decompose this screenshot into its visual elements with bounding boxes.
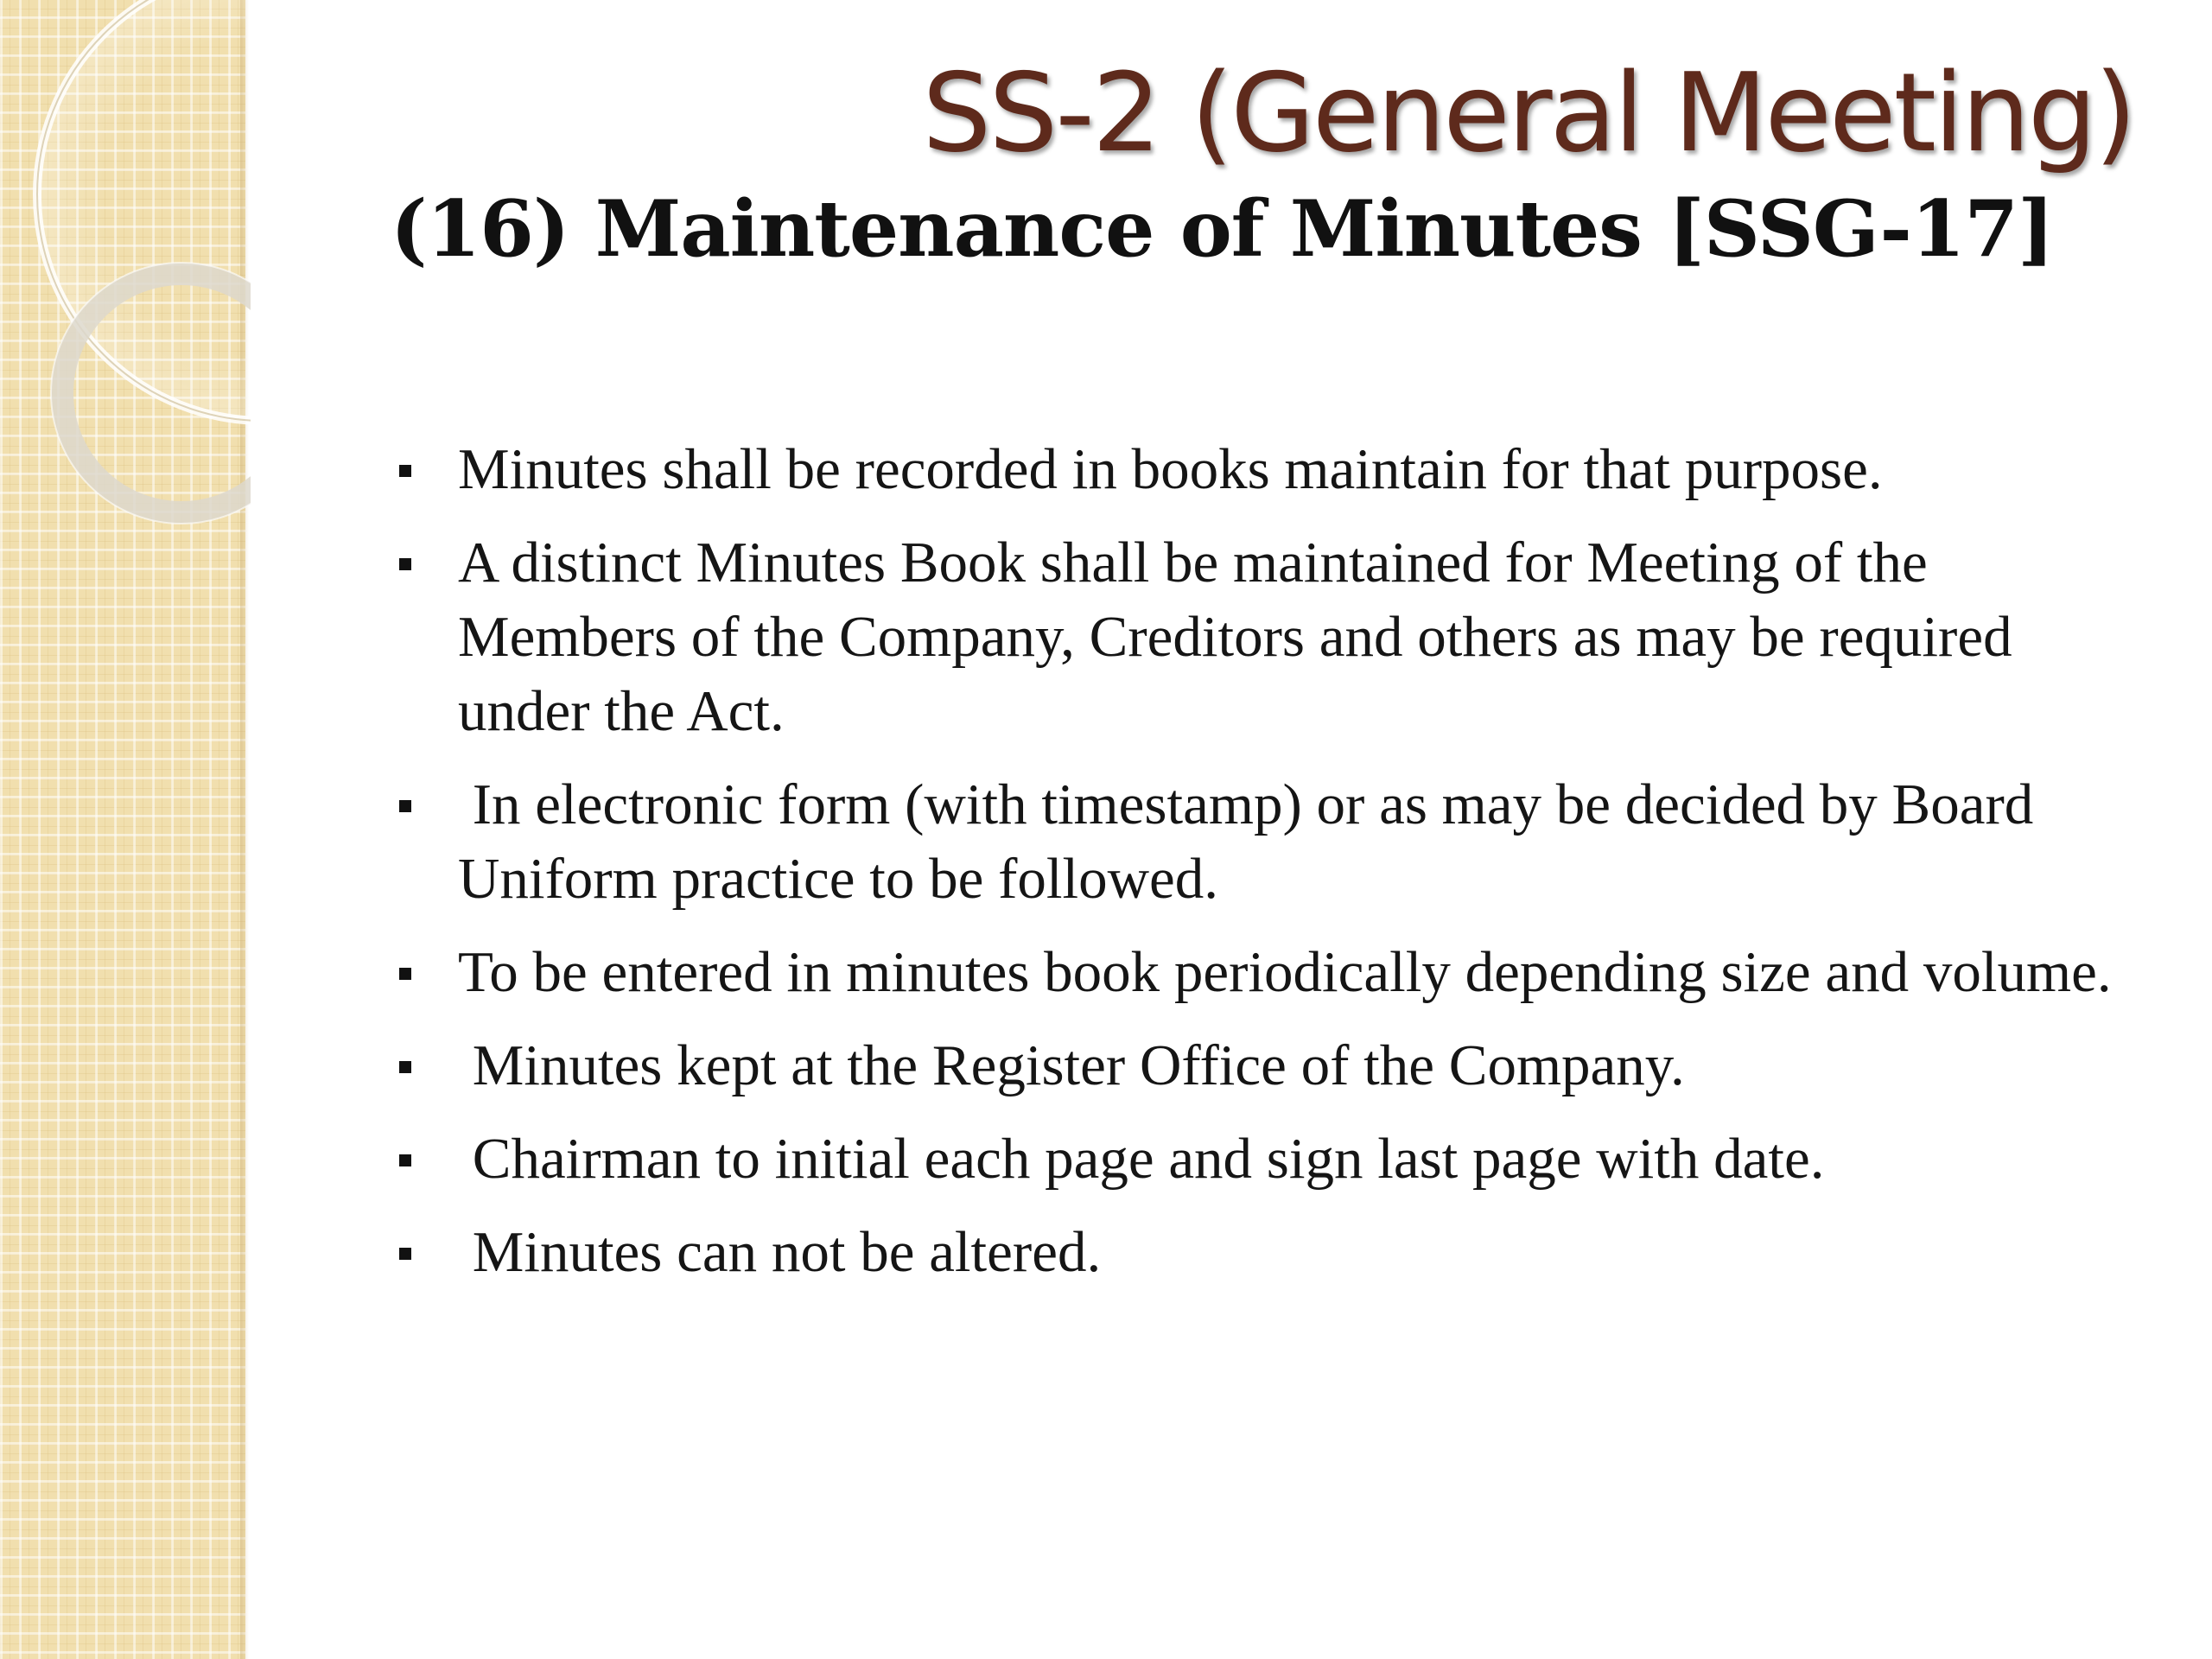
- bullet-text: To be entered in minutes book periodically depending size and volume.: [458, 940, 2112, 1004]
- bullet-text: Minutes shall be recorded in books maintain for that purpose.: [458, 437, 1883, 501]
- square-bullet-icon: [399, 968, 411, 980]
- slide-title: SS-2 (General Meeting): [922, 49, 2134, 176]
- bullet-item: [391, 1028, 2136, 1103]
- bullet-item: [391, 432, 2136, 506]
- square-bullet-icon: [399, 1248, 411, 1260]
- square-bullet-icon: [399, 800, 411, 812]
- bullet-text: Minutes can not be altered.: [458, 1220, 1102, 1284]
- bullet-item: [391, 525, 2136, 748]
- bullet-item: [391, 767, 2136, 916]
- section-heading: (16) Maintenance of Minutes [SSG-17]: [391, 183, 2054, 275]
- circle-rings-decoration: [0, 0, 251, 553]
- bullet-item: [391, 935, 2136, 1009]
- square-bullet-icon: [399, 558, 411, 570]
- bullet-text: Chairman to initial each page and sign last page with date.: [458, 1127, 1825, 1191]
- bullet-text: A distinct Minutes Book shall be maintained for Meeting of the Members of the Company, Creditors and others as may be required under the Act.: [458, 531, 2027, 743]
- square-bullet-icon: [399, 1154, 411, 1166]
- bullet-item: [391, 1122, 2136, 1196]
- square-bullet-icon: [399, 465, 411, 477]
- bullet-item: [391, 1215, 2136, 1289]
- bullet-list: [391, 432, 2136, 1308]
- bullet-text: In electronic form (with timestamp) or as may be decided by Board Uniform practice to be followed.: [458, 772, 2063, 911]
- square-bullet-icon: [399, 1061, 411, 1073]
- bullet-text: Minutes kept at the Register Office of the Company.: [458, 1033, 1685, 1097]
